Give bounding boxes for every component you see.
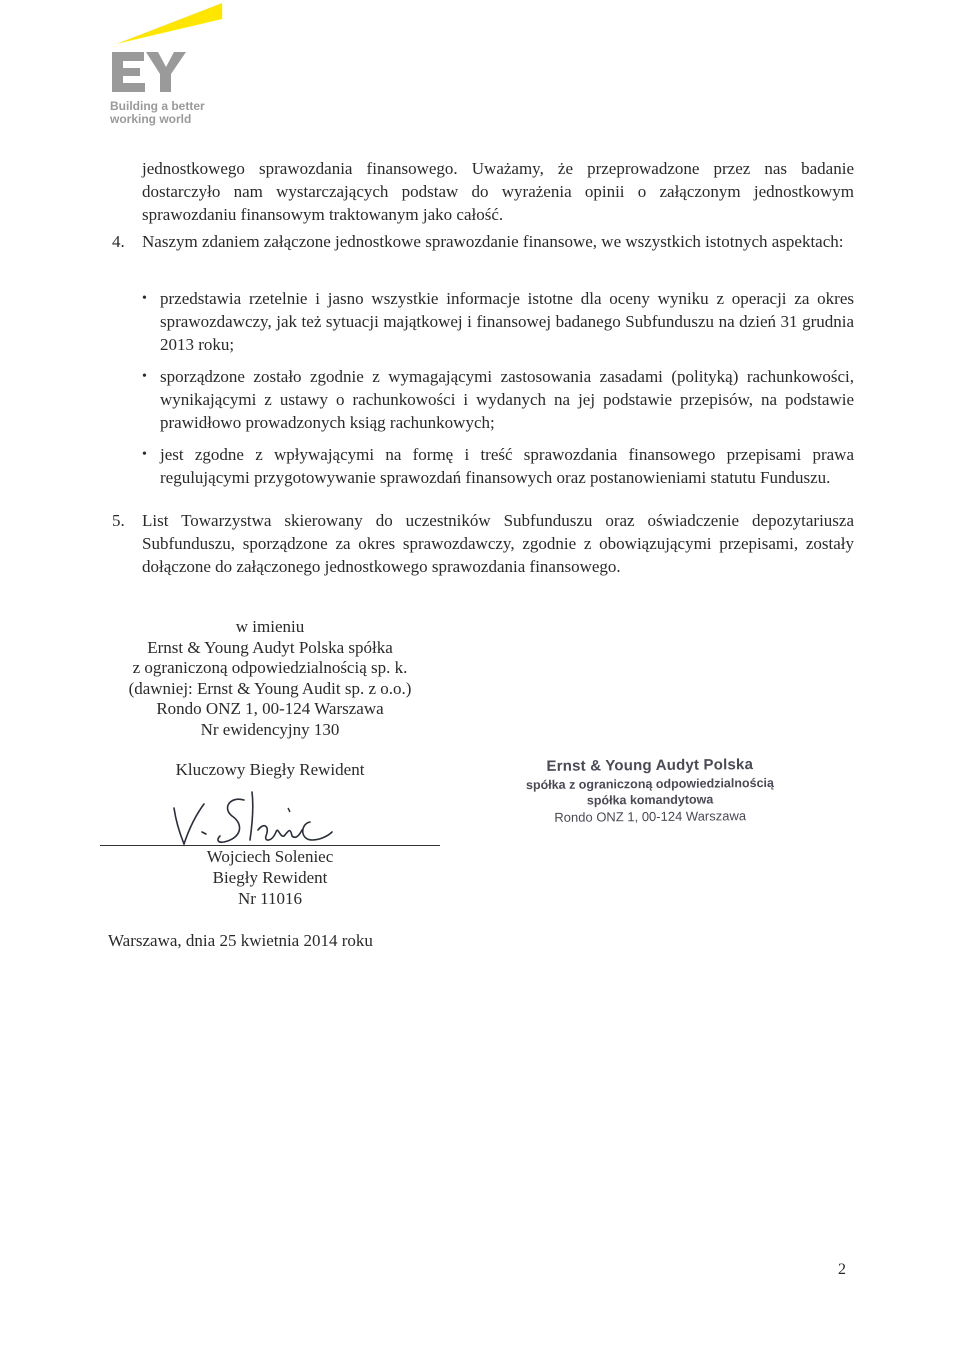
company-stamp: [510, 755, 791, 827]
firm-address: Rondo ONZ 1, 00-124 Warszawa: [156, 699, 384, 718]
logo-letter-e: [112, 52, 145, 92]
intro-paragraph: jednostkowego sprawozdania finansowego. Uważamy, że przeprowadzone przez nas badanie dostarczyło nam wystarczających podstaw do wyrażenia opinii o załączonym jednostkowym sprawozdaniu finansowym traktowanym jako całość.: [142, 159, 854, 224]
bullet-icon: •: [142, 447, 147, 462]
signer-block: [100, 846, 440, 909]
signer-number: Nr 11016: [237, 889, 303, 908]
paragraph-5-text: List Towarzystwa skierowany do uczestników Subfunduszu oraz oświadczenie depozytariusza Subfunduszu, sporządzone za okres sprawozdawczy, zgodnie z obowiązującymi przepisami, zostały dołączone do załączonego jednostkowego sprawozdania finansowego.: [142, 511, 854, 576]
logo-tagline: [110, 100, 250, 126]
auditor-firm-block: [100, 617, 440, 740]
firm-name-line1: Ernst & Young Audyt Polska spółka: [147, 637, 393, 657]
bullet-text: przedstawia rzetelnie i jasno wszystkie informacje istotne dla oceny wyniku z operacji za okres sprawozdawczy, jak też sytuacji majątkowej i finansowej badanego Subfunduszu na dzień 31 grudnia 2013 roku;: [160, 289, 854, 354]
logo-tagline-line2: working world: [110, 112, 192, 126]
bullet-text: jest zgodne z wpływającymi na formę i treść sprawozdania finansowego przepisami prawa regulującymi przygotowywanie sprawozdań finansowych oraz postanowieniami statutu Funduszu.: [160, 445, 854, 487]
stamp-line2: spółka z ograniczoną odpowiedzialnością: [525, 775, 774, 793]
opinion-bullet-list: [142, 287, 854, 498]
firm-registry-number: Nr ewidencyjny 130: [200, 719, 340, 739]
on-behalf-label: w imieniu: [235, 617, 305, 636]
page-number: 2: [838, 1261, 846, 1278]
paragraph-4-number: 4.: [112, 232, 125, 251]
paragraph-4-text: Naszym zdaniem załączone jednostkowe sprawozdanie finansowe, we wszystkich istotnych aspektach:: [142, 232, 844, 251]
ey-logo: [110, 0, 240, 135]
firm-name-line2: z ograniczoną odpowiedzialnością sp. k.: [132, 658, 408, 677]
paragraph-5: [112, 509, 854, 578]
list-item: [142, 443, 854, 489]
list-item: [142, 287, 854, 356]
bullet-icon: •: [142, 291, 147, 306]
signer-name: Wojciech Soleniec: [206, 847, 334, 866]
paragraph-5-number: 5.: [112, 511, 125, 530]
logo-accent-beam: [116, 3, 222, 44]
stamp-line4: Rondo ONZ 1, 00-124 Warszawa: [554, 808, 747, 825]
firm-former-name: (dawniej: Ernst & Young Audit sp. z o.o.): [128, 678, 412, 698]
key-auditor-label: Kluczowy Biegły Rewident: [175, 760, 365, 779]
bullet-icon: •: [142, 369, 147, 384]
paragraph-4: [112, 230, 854, 253]
logo-letter-y: [146, 52, 186, 92]
handwritten-signature: [160, 786, 350, 850]
bullet-text: sporządzone zostało zgodnie z wymagającymi zastosowania zasadami (polityką) rachunkowości, wynikającymi z ustawy o rachunkowości i wydanych na jej podstawie przepisów, na podstawie prawidłowo prowadzonych ksiąg rachunkowych;: [160, 367, 854, 432]
logo-tagline-line1: Building a better: [110, 99, 205, 113]
place-and-date: Warszawa, dnia 25 kwietnia 2014 roku: [108, 931, 373, 950]
stamp-line1: Ernst & Young Audyt Polska: [546, 756, 754, 775]
list-item: [142, 365, 854, 434]
signer-title: Biegły Rewident: [212, 868, 328, 887]
ey-logo-mark: [110, 0, 240, 100]
stamp-line3: spółka komandytowa: [586, 792, 714, 808]
